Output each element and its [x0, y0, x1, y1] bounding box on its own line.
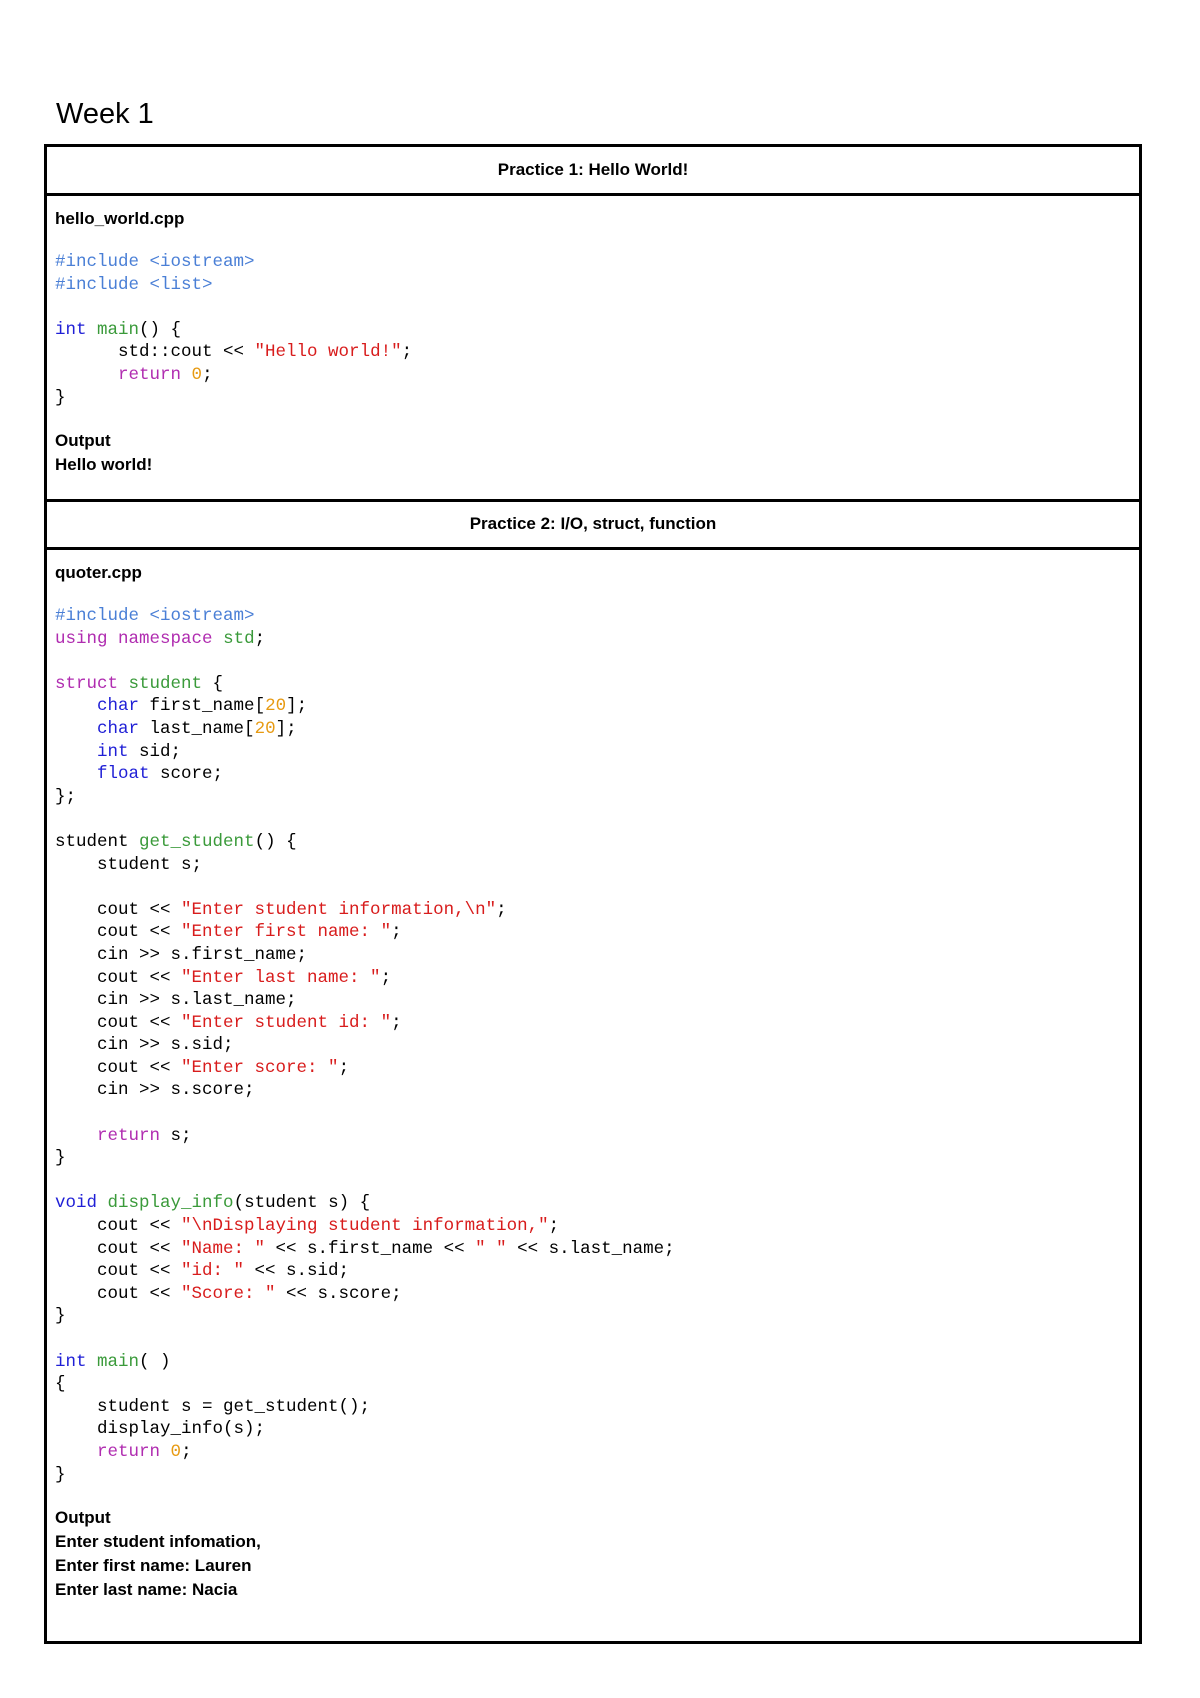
practice-2-output-line: Enter first name: Lauren — [55, 1556, 252, 1576]
practice-2-output-line: Enter student infomation, — [55, 1532, 261, 1552]
practice-2-output-line: Enter last name: Nacia — [55, 1580, 238, 1600]
practice-2-code: #include <iostream> using namespace std; struct student { char first_name[20]; char last_name[20]; int sid; float score; }; student get_student() { student s; cout << "Enter student information,\n"; cout << "Enter first name: "; cin >> s.first_name; cout << "Enter last name: "; cin >> s.last_name; cout << "Enter student id: "; cin >> s.sid; cout << "Enter score: "; cin >> s.score; return s; } void display_info(student s) { cout << "\nDisplaying student information,"; cout << "Name: " << s.first_name << " " << s.last_name; cout << "id: " << s.sid; cout << "Score: " << s.score; } int main( ) { student s = get_student(); display_info(s); return 0; } — [55, 606, 675, 1485]
practice-1-code: #include <iostream> #include <list> int main() { std::cout << "Hello world!"; return 0; } — [55, 252, 413, 408]
practice-1-filename: hello_world.cpp — [55, 209, 185, 228]
practice-2-title: Practice 2: I/O, struct, function — [469, 514, 717, 533]
practice-1-title: Practice 1: Hello World! — [497, 160, 689, 179]
practice-1-output-line: Hello world! — [55, 455, 153, 475]
practice-1-output-label: Output — [55, 431, 111, 451]
practice-2-filename: quoter.cpp — [55, 563, 142, 582]
divider — [47, 193, 1139, 196]
practice-2-body — [55, 561, 1131, 1602]
page-title: Week 1 — [56, 98, 154, 130]
practice-1-body — [55, 207, 1131, 477]
practice-2-output-label: Output — [55, 1508, 111, 1528]
divider — [47, 547, 1139, 550]
practice-table — [44, 144, 1142, 1644]
